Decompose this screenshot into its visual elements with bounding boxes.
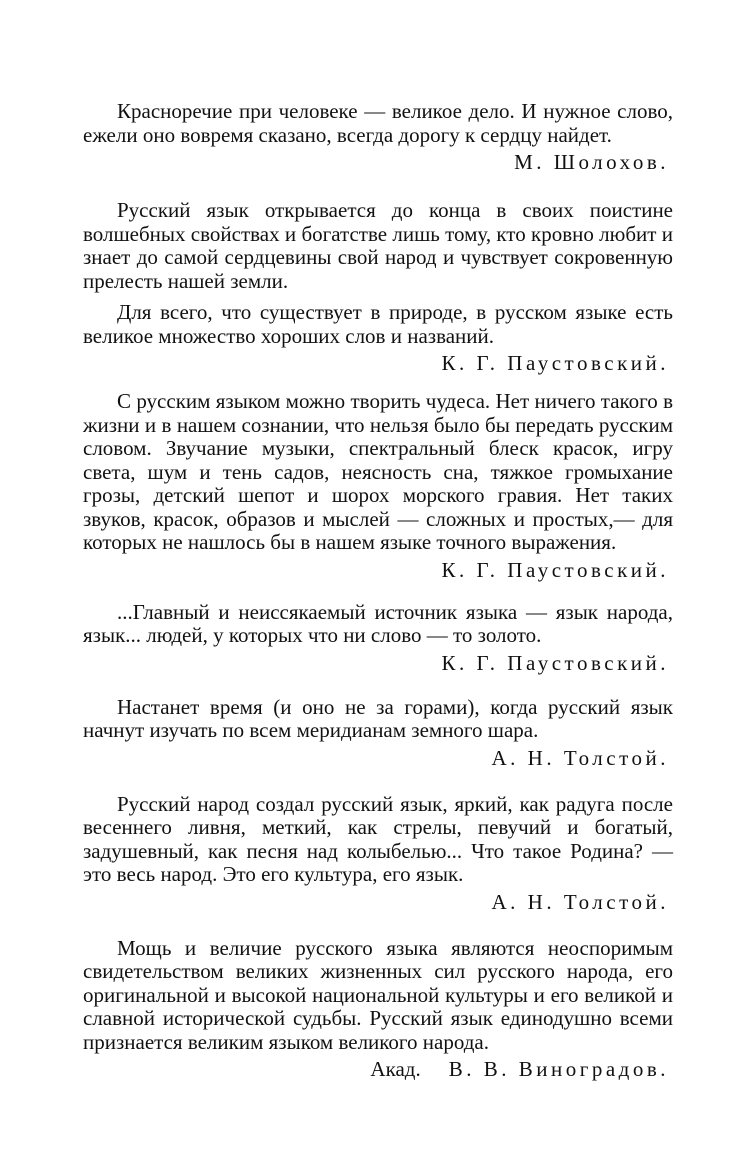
quote-paragraph: Русский народ создал русский язык, яркий, как радуга после весеннего ливня, меткий, как стрелы, певучий и богатый, задушевный, как песня над колыбелью... Что такое Родина? — это весь народ. Это его культура, его язык. [83, 791, 673, 886]
quote-paragraph: Красноречие при человеке — великое дело. И нужное слово, ежели оно вовремя сказано, всегда дорогу к сердцу найдет. [83, 99, 673, 147]
quotes-page [83, 100, 673, 1082]
quote-paustovsky-2 [83, 390, 673, 583]
quote-paragraph: Для всего, что существует в природе, в русском языке есть великое множество хороших слов и названий. [83, 300, 673, 348]
quote-tolstoy-1 [83, 696, 673, 771]
quote-author-line [83, 1056, 673, 1082]
quote-paragraph: ...Главный и неиссякаемый источник языка — язык народа, язык... людей, у которых что ни слово — то золото. [83, 599, 673, 647]
quote-tolstoy-2 [83, 793, 673, 915]
quote-sholokhov [83, 100, 673, 175]
quote-author: К. Г. Паустовский. [441, 557, 669, 582]
quote-paragraph: Русский язык открывается до конца в своих поистине волшебных свойствах и богатстве лишь тому, кто кровно любит и знает до самой сердцевины свой народ и чувствует сокровенную прелесть нашей земли. [83, 198, 673, 293]
quote-paragraph: С русским языком можно творить чудеса. Нет ничего такого в жизни и в нашем сознании, что нельзя было бы передать русским словом. Звучание музыки, спектральный блеск красок, игру света, шум и тень садов, неясность сна, тяжкое громыхание грозы, детский шепот и шорох морского гравия. Нет таких звуков, красок, образов и мыслей — сложных и простых,— для которых не нашлось бы в нашем языке точного выражения. [83, 389, 673, 554]
quote-author: К. Г. Паустовский. [441, 351, 669, 375]
quote-paragraph: Настанет время (и оно не за горами), когда русский язык начнут изучать по всем меридианам земного шара. [83, 694, 673, 742]
quote-author: М. Шолохов. [514, 150, 669, 174]
quote-author: К. Г. Паустовский. [441, 650, 669, 675]
quote-paustovsky-3 [83, 601, 673, 676]
quote-author: А. Н. Толстой. [491, 889, 669, 914]
quote-author: В. В. Виноградов. [448, 1057, 669, 1081]
quote-author: А. Н. Толстой. [491, 745, 669, 770]
quote-vinogradov [83, 937, 673, 1083]
author-title: Акад. [370, 1057, 421, 1081]
quote-paragraph: Мощь и величие русского языка являются неоспоримым свидетельством великих жизненных сил русского народа, его оригинальной и высокой национальной культуры и его великой и славной исторической судьбы. Русский язык единодушно всеми признается великим языком великого народа. [83, 935, 673, 1054]
quote-paustovsky-1 [83, 199, 673, 376]
